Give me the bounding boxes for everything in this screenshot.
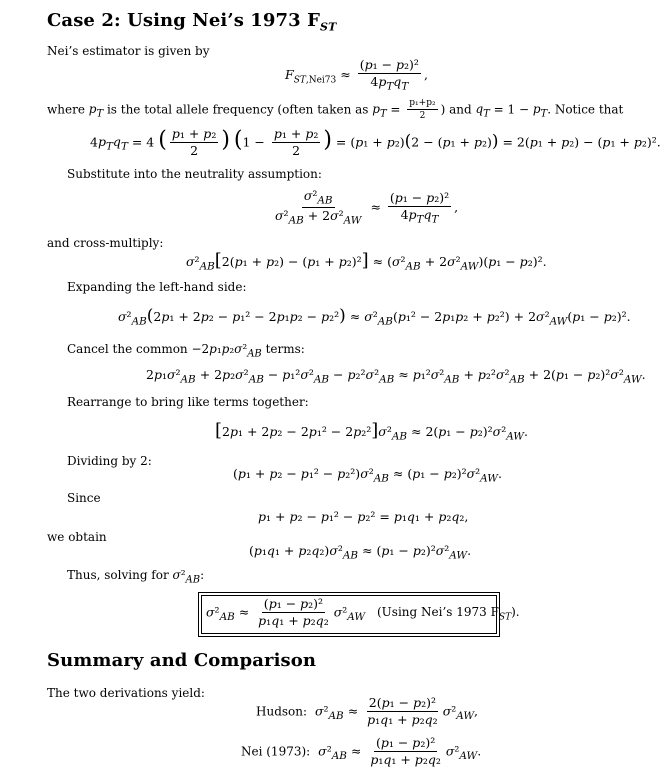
text-substitute: Substitute into the neutrality assumption: <box>67 167 322 181</box>
equation-identity: p₁ + p₂ − p₁² − p₂² = p₁q₁ + p₂q₂, <box>258 509 469 524</box>
text-rearrange: Rearrange to bring like terms together: <box>67 395 309 409</box>
equation-obtained: $(p_1q_1 + p_2q_2)\sigma^2_{AB} \approx (p_1 - p_2)^2\sigma^2_{AW}$. <box>249 543 472 562</box>
text-thus: Thus, solving for $\sigma^2_{AB}$: <box>67 568 205 586</box>
text-cross-multiply: and cross-multiply: <box>47 236 164 250</box>
section-heading-summary: Summary and Comparison <box>47 650 317 671</box>
equation-cross-multiplied: $\sigma^2_{AB}[2(p_1 + p_2) - (p_1 + p_2)^2] \approx (\sigma^2_{AB} + 2\sigma^2_{AW})(p_1 - p_2)^2$. <box>186 250 547 273</box>
equation-result-nei: $\sigma^2_{AB}$ ≈ $\frac{\text{(p₁ − p₂)²}}{\text{p₁q₁ + p₂q₂}}$ $\sigma^2_{AW}$ (Using Nei’s 1973 $F_{ST}$). <box>206 596 520 629</box>
equation-rearranged: $[2p_1 + 2p_2 - 2p_1^2 - 2p_2^2]\sigma^2_{AB} \approx 2(p_1 - p_2)^2\sigma^2_{AW}$. <box>215 420 528 443</box>
equation-expanded: $\sigma^2_{AB}(2p_1 + 2p_2 - p_1^2 - 2p_1p_2 - p_2^2) \approx \sigma^2_{AB}(p_1^2 - 2p_1p_2 + p_2^2) + 2\sigma^2_{AW}(p_1 - p_2)^2$. <box>118 306 631 328</box>
equation-4pTqT: $4p_Tq_T = 4$ ( $\frac{\text{p₁ + p₂}}{2}$ ) (1 − $\frac{\text{p₁ + p₂}}{2}$ ) = (p₁ + p₂)(2 − (p₁ + p₂)) = 2(p₁ + p₂) − (p₁ + p₂)². <box>90 126 661 159</box>
equation-nei-1973: Nei (1973): $\sigma^2_{AB}$ ≈ $\frac{\text{(p₁ − p₂)²}}{\text{p₁q₁ + p₂q₂}}$ $\sigma^2_{AW}$. <box>241 735 482 768</box>
equation-hudson: Hudson: $\sigma^2_{AB}$ ≈ $\frac{\text{2(p₁ − p₂)²}}{\text{p₁q₁ + p₂q₂}}$ $\sigma^2_{AW}$, <box>256 695 479 728</box>
section-heading-case2: Case 2: Using Nei’s 1973 $F_{ST}$ <box>47 10 337 34</box>
equation-cancelled: $2p_1\sigma^2_{AB} + 2p_2\sigma^2_{AB} - p_1^2\sigma^2_{AB} - p_2^2\sigma^2_{AB} \approx p_1^2\sigma^2_{AB} + p_2^2\sigma^2_{AB} + 2(p_1 - p_2)^2\sigma^2_{AW}$. <box>146 367 646 386</box>
text-cancel: Cancel the common $-2p_1p_2\sigma^2_{AB}$ terms: <box>67 342 305 360</box>
equation-fst-nei73: $F_{ST,Nei73}$ ≈ $\frac{\text{(p₁ − p₂)²}}{4p_Tq_T}$ , <box>285 57 428 93</box>
text-dividing: Dividing by 2: <box>67 454 152 468</box>
text-where: where $p_T$ is the total allele frequency (often taken as $p_T$ = $\frac{\text{p₁+p₂}}{2}$ ) and $q_T = 1 - p_T$. Notice that <box>47 98 624 122</box>
equation-neutrality: $\frac{\sigma^2_{AB}}{\sigma^2_{AB} + 2\sigma^2_{AW}}$ ≈ $\frac{\text{(p₁ − p₂)²}}{4p_Tq_T}$ , <box>275 188 459 227</box>
text-expanding: Expanding the left-hand side: <box>67 280 247 294</box>
equation-divided: $(p_1 + p_2 - p_1^2 - p_2^2)\sigma^2_{AB} \approx (p_1 - p_2)^2\sigma^2_{AW}$. <box>233 466 502 485</box>
text-since: Since <box>67 491 101 505</box>
text-summary-intro: The two derivations yield: <box>47 686 205 700</box>
text-intro: Nei’s estimator is given by <box>47 44 210 58</box>
text-obtain: we obtain <box>47 530 107 544</box>
